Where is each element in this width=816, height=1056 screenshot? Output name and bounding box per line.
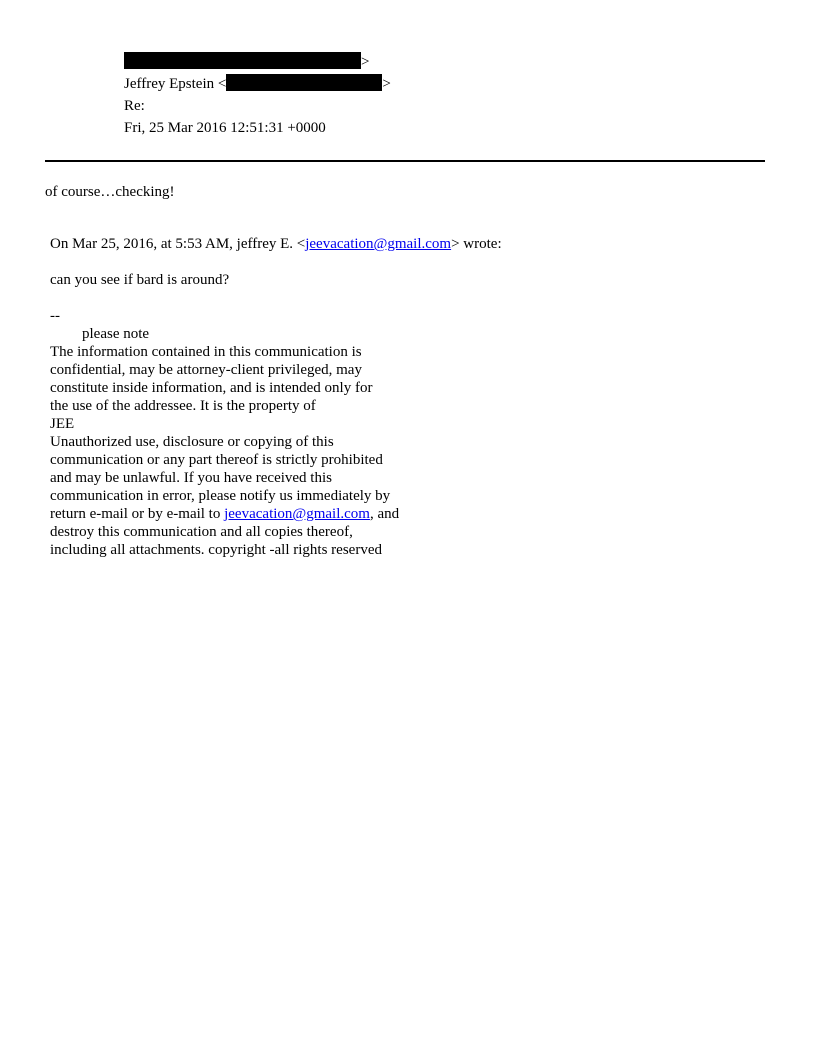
to-name: Jeffrey Epstein < [124, 76, 227, 92]
quote-intro [50, 235, 502, 253]
disclaimer-line: communication in error, please notify us immediately by [50, 488, 391, 504]
disclaimer-email-line [50, 505, 399, 523]
from-suffix: > [361, 54, 370, 70]
disclaimer-line: communication or any part thereof is strictly prohibited [50, 452, 383, 468]
signature-separator: -- [50, 308, 60, 324]
disclaimer-line: including all attachments. copyright -all rights reserved [50, 542, 382, 558]
disclaimer-email-link[interactable]: jeevacation@gmail.com [224, 506, 370, 522]
quote-intro-suffix: > wrote: [451, 236, 502, 252]
redaction-block [124, 52, 361, 69]
disclaimer-email-suffix: , and [369, 506, 400, 522]
from-value [124, 52, 369, 72]
disclaimer-line: confidential, may be attorney-client privileged, may [50, 362, 362, 378]
disclaimer-email-prefix: return e-mail or by e-mail to [50, 506, 225, 522]
quote-email-link[interactable]: jeevacation@gmail.com [305, 236, 452, 252]
header-divider [45, 160, 765, 162]
date-value: Fri, 25 Mar 2016 12:51:31 +0000 [124, 120, 326, 136]
disclaimer-line: Unauthorized use, disclosure or copying of this [50, 434, 334, 450]
reply-text: of course…checking! [45, 184, 175, 200]
redaction-block [226, 74, 382, 91]
quote-intro-prefix: On Mar 25, 2016, at 5:53 AM, jeffrey E. < [50, 236, 306, 252]
to-suffix: > [382, 76, 391, 92]
disclaimer-line: JEE [50, 416, 75, 432]
disclaimer-line: The information contained in this communication is [50, 344, 362, 360]
to-value [124, 74, 391, 94]
disclaimer-line: constitute inside information, and is intended only for [50, 380, 373, 396]
disclaimer-line: destroy this communication and all copies thereof, [50, 524, 353, 540]
confidentiality-disclaimer [50, 343, 399, 559]
subject-value: Re: [124, 98, 145, 114]
please-note: please note [82, 326, 150, 342]
quoted-message: can you see if bard is around? [50, 272, 230, 288]
disclaimer-line: the use of the addressee. It is the property of [50, 398, 316, 414]
disclaimer-line: and may be unlawful. If you have received this [50, 470, 332, 486]
